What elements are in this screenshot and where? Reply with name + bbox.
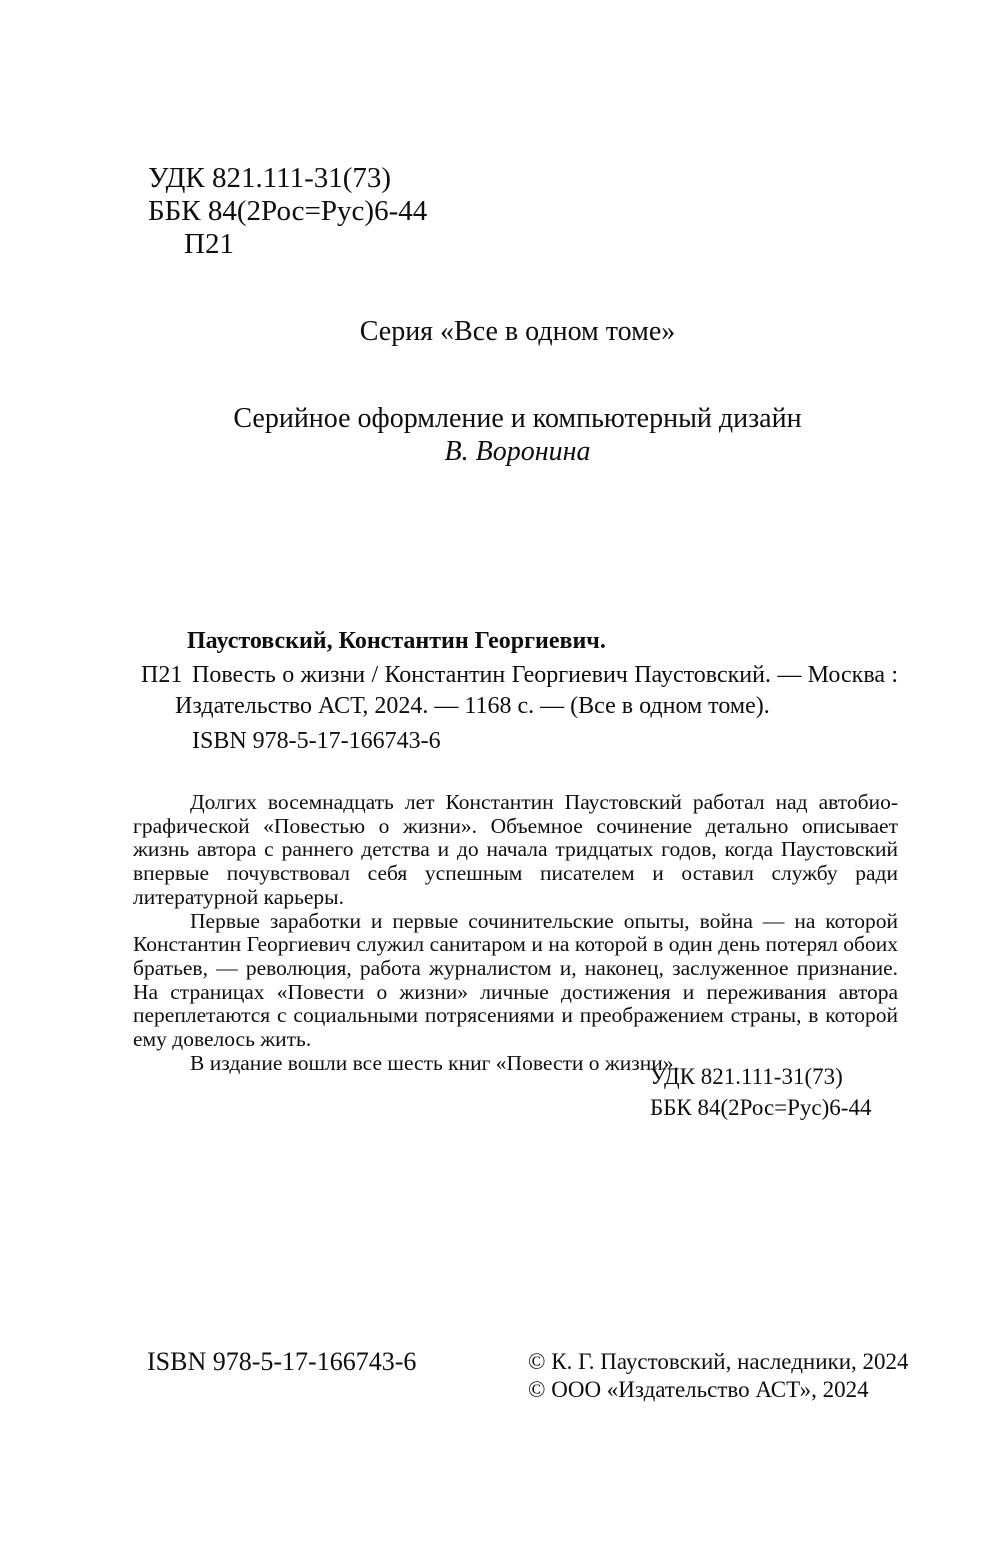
isbn-line: ISBN 978-5-17-166743-6: [192, 728, 441, 754]
bibliographic-description: [141, 660, 898, 722]
author-sign: П21: [184, 228, 234, 260]
bottom-imprint-block: [650, 1061, 871, 1123]
designer-name: В. Воронина: [444, 436, 591, 467]
description-text: Повесть о жизни / Константин Георгиевич Паустовский. — Москва : Издательство АСТ, 2024. — 1168 с. — (Все в одном томе).: [175, 662, 898, 719]
copyright-publisher-line: © ООО «Издательство АСТ», 2024: [528, 1377, 869, 1402]
annotation-block: [133, 791, 898, 1075]
series-title: Серия «Все в одном томе»: [359, 316, 676, 347]
copyright-block: [528, 1348, 909, 1404]
udk-number: УДК 821.111-31(73): [148, 162, 392, 194]
bbk-number: ББК 84(2Рос=Рус)6-44: [148, 195, 428, 227]
udk-number-bottom: УДК 821.111-31(73): [650, 1064, 843, 1089]
copyright-author-line: © К. Г. Паустовский, наследники, 2024: [528, 1349, 909, 1374]
bbk-number-bottom: ББК 84(2Рос=Рус)6-44: [650, 1095, 872, 1120]
footer-isbn: ISBN 978-5-17-166743-6: [147, 1347, 417, 1376]
catalog-card: [141, 626, 898, 757]
top-imprint-block: [148, 162, 427, 261]
card-author-sign: П21: [141, 662, 183, 688]
annotation-paragraph: В издание вошли все шесть книг «Повести о жизни».: [190, 1050, 679, 1075]
design-credit-block: [135, 402, 900, 468]
author-heading: Паустовский, Константин Георгиевич.: [187, 628, 606, 654]
annotation-paragraph: Первые заработки и первые сочинительские опыты, война — на которой Константин Георгиевич служил санитаром и на которой в один день потерял обоих братьев, — революция, работа журналистом и, наконец, заслуженное признание. На страницах «Повести о жизни» личные достижения и переживания автора переплетаются с социальными потрясениями и преображением страны, в которой ему довелось жить.: [133, 908, 898, 1052]
annotation-paragraph: Долгих восемнадцать лет Константин Паустовский работал над автобиографической «Повестью о жизни». Объемное сочинение детально описывает жизнь автора с раннего детства и до начала тридцатых годов, когда Паустовский впервые почувствовал себя успешным писателем и оставил службу ради литературной карьеры.: [133, 790, 898, 909]
design-credit-line: Серийное оформление и компьютерный дизайн: [233, 403, 802, 434]
